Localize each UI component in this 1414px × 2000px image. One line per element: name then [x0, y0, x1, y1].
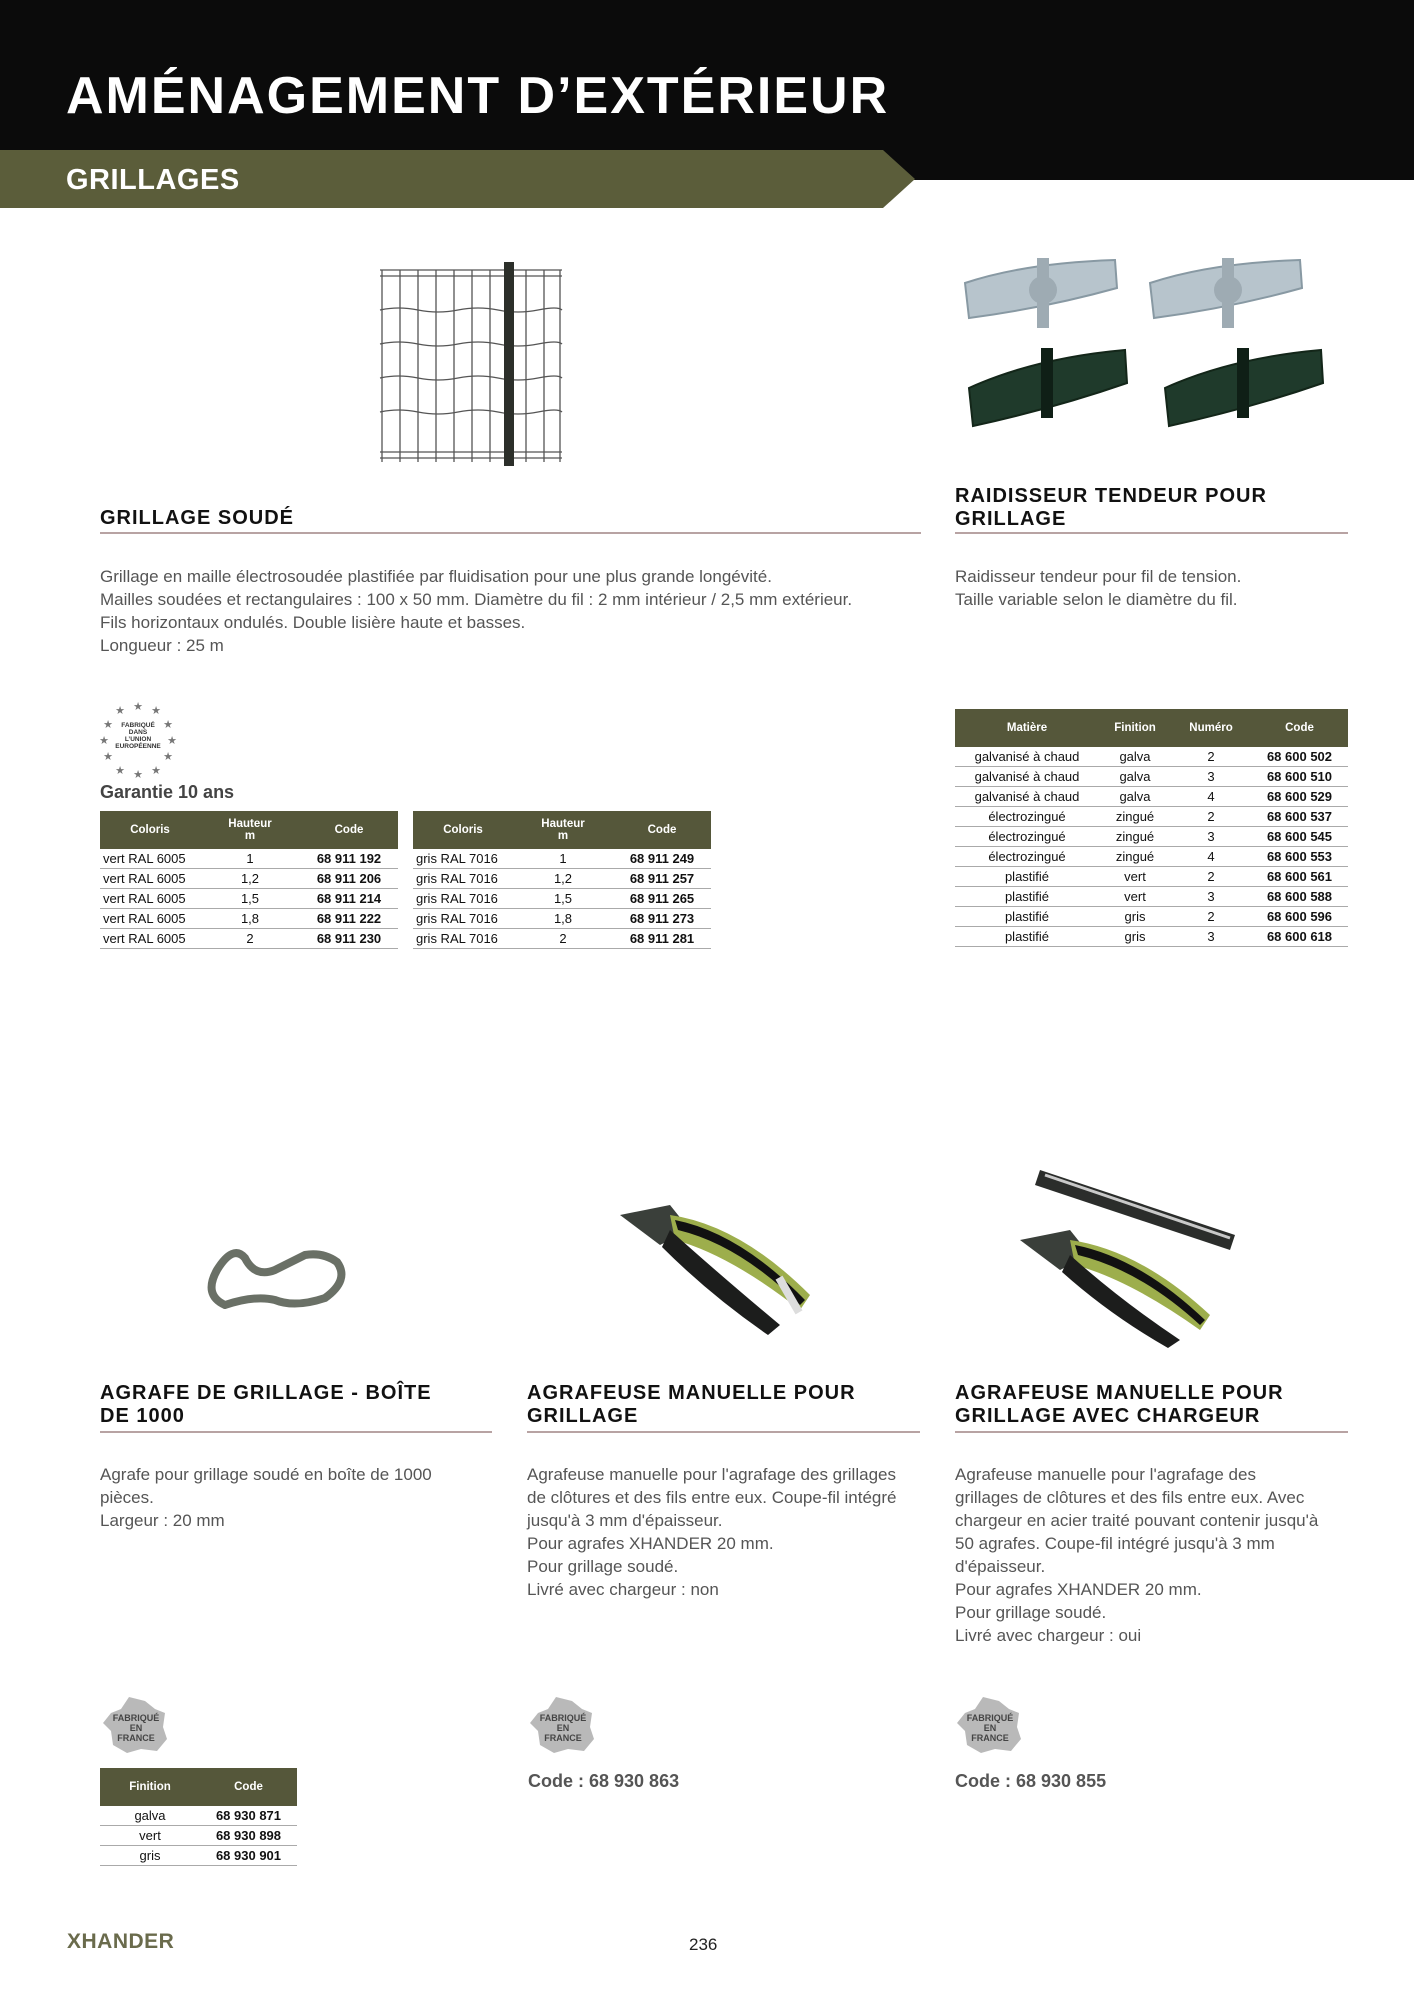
- table-row: galva 68 930 871: [100, 1806, 297, 1826]
- agrafeuse-image: [600, 1175, 840, 1345]
- col-finition: Finition: [1099, 709, 1171, 747]
- table-row: galvanisé à chaud galva 3 68 600 510: [955, 767, 1348, 787]
- grillage-image: [378, 262, 564, 466]
- svg-text:★: ★: [163, 750, 173, 763]
- table-row: vert RAL 6005 1 68 911 192: [100, 849, 398, 869]
- table-header-row: [100, 1768, 297, 1806]
- col-code: Code: [300, 811, 398, 849]
- table-row: vert 68 930 898: [100, 1826, 297, 1846]
- table-header-row: [955, 709, 1348, 747]
- col-code: Code: [1251, 709, 1348, 747]
- page-title: AMÉNAGEMENT D’EXTÉRIEUR: [66, 67, 890, 125]
- made-in-france-badge: FABRIQUÉ EN FRANCE: [955, 1695, 1025, 1755]
- made-in-france-badge: FABRIQUÉ EN FRANCE: [101, 1695, 171, 1755]
- table-row: vert RAL 6005 2 68 911 230: [100, 929, 398, 949]
- svg-text:★: ★: [163, 718, 173, 731]
- table-row: gris RAL 7016 1 68 911 249: [413, 849, 711, 869]
- grillage-gris-table: [413, 811, 711, 949]
- agrafe-title: AGRAFE DE GRILLAGE - BOÎTE DE 1000: [100, 1382, 432, 1427]
- agrafe-rule: [100, 1431, 492, 1433]
- guarantee-label: Garantie 10 ans: [100, 782, 235, 802]
- table-header-row: [100, 811, 398, 849]
- agrafeuse-chargeur-rule: [955, 1431, 1348, 1433]
- svg-text:★: ★: [133, 700, 143, 713]
- svg-text:★: ★: [133, 768, 143, 778]
- table-row: électrozingué zingué 4 68 600 553: [955, 847, 1348, 867]
- agrafeuse-chargeur-image: [1010, 1160, 1250, 1350]
- table-row: plastifié gris 2 68 600 596: [955, 907, 1348, 927]
- section-title: GRILLAGES: [66, 164, 240, 196]
- agrafeuse-chargeur-description: Agrafeuse manuelle pour l'agrafage des grillages de clôtures et des fils entre eux. Avec chargeur en acier traité pouvant contenir jusqu'à 50 agrafes. Coupe-fil intégré jusqu'à 3 mm d'épaisseur. Pour agrafes XHANDER 20 mm. Pour grillage soudé. Livré avec chargeur : oui: [955, 1465, 1319, 1645]
- raidisseur-table: [955, 709, 1348, 947]
- made-in-france-badge: FABRIQUÉ EN FRANCE: [528, 1695, 598, 1755]
- table-row: gris RAL 7016 2 68 911 281: [413, 929, 711, 949]
- raidisseur-title: RAIDISSEUR TENDEUR POUR GRILLAGE: [955, 485, 1267, 530]
- table-row: galvanisé à chaud galva 4 68 600 529: [955, 787, 1348, 807]
- svg-text:★: ★: [151, 764, 161, 777]
- svg-text:★: ★: [115, 764, 125, 777]
- table-row: plastifié gris 3 68 600 618: [955, 927, 1348, 947]
- raidisseur-rule: [955, 532, 1348, 534]
- col-coloris: Coloris: [100, 811, 200, 849]
- page-number: 236: [689, 1935, 718, 1954]
- col-hauteur: Hauteur m: [200, 811, 300, 849]
- eu-made-badge: ★ ★ ★ ★ ★ ★ ★ ★ ★ ★ ★ ★ FABRIQUÉ DANS L’UNION EUROPÉENNE: [98, 698, 178, 778]
- col-numero: Numéro: [1171, 709, 1251, 747]
- raidisseur-description: Raidisseur tendeur pour fil de tension. Taille variable selon le diamètre du fil.: [955, 567, 1242, 609]
- col-finition: Finition: [100, 1768, 200, 1806]
- svg-text:★: ★: [103, 718, 113, 731]
- table-row: vert RAL 6005 1,2 68 911 206: [100, 869, 398, 889]
- agrafe-table: [100, 1768, 297, 1866]
- table-row: électrozingué zingué 2 68 600 537: [955, 807, 1348, 827]
- grillage-title: GRILLAGE SOUDÉ: [100, 507, 295, 529]
- table-row: vert RAL 6005 1,5 68 911 214: [100, 889, 398, 909]
- table-row: vert RAL 6005 1,8 68 911 222: [100, 909, 398, 929]
- table-header-row: [413, 811, 711, 849]
- col-code: Code: [613, 811, 711, 849]
- table-row: galvanisé à chaud galva 2 68 600 502: [955, 747, 1348, 767]
- table-row: plastifié vert 3 68 600 588: [955, 887, 1348, 907]
- svg-text:★: ★: [115, 704, 125, 717]
- table-row: gris RAL 7016 1,5 68 911 265: [413, 889, 711, 909]
- grillage-rule: [100, 532, 921, 534]
- svg-text:★: ★: [103, 750, 113, 763]
- agrafeuse-code: Code : 68 930 863: [528, 1771, 680, 1791]
- table-row: gris RAL 7016 1,2 68 911 257: [413, 869, 711, 889]
- raidisseur-image: [955, 248, 1335, 468]
- agrafe-description: Agrafe pour grillage soudé en boîte de 1000 pièces. Largeur : 20 mm: [100, 1465, 432, 1530]
- table-row: électrozingué zingué 3 68 600 545: [955, 827, 1348, 847]
- agrafeuse-title: AGRAFEUSE MANUELLE POUR GRILLAGE: [527, 1382, 856, 1427]
- agrafeuse-rule: [527, 1431, 920, 1433]
- grillage-vert-table: [100, 811, 398, 949]
- agrafeuse-chargeur-title: AGRAFEUSE MANUELLE POUR GRILLAGE AVEC CHARGEUR: [955, 1382, 1284, 1427]
- agrafeuse-chargeur-code: Code : 68 930 855: [955, 1771, 1107, 1791]
- svg-text:★: ★: [151, 704, 161, 717]
- col-code: Code: [200, 1768, 297, 1806]
- grillage-description: Grillage en maille électrosoudée plastifiée par fluidisation pour une plus grande longévité. Mailles soudées et rectangulaires : 100 x 50 mm. Diamètre du fil : 2 mm intérieur / 2,5 mm extérieur. Fils horizontaux ondulés. Double lisière haute et basses. Longueur : 25 m: [100, 567, 853, 655]
- agrafe-image: [155, 1200, 395, 1340]
- col-hauteur: Hauteur m: [513, 811, 613, 849]
- brand-logo: XHANDER: [67, 1930, 175, 1953]
- agrafeuse-description: Agrafeuse manuelle pour l'agrafage des grillages de clôtures et des fils entre eux. Coupe-fil intégré jusqu'à 3 mm d'épaisseur. Pour agrafes XHANDER 20 mm. Pour grillage soudé. Livré avec chargeur : non: [527, 1465, 897, 1599]
- svg-text:★: ★: [99, 734, 109, 747]
- col-matiere: Matière: [955, 709, 1099, 747]
- table-row: gris 68 930 901: [100, 1846, 297, 1866]
- table-row: gris RAL 7016 1,8 68 911 273: [413, 909, 711, 929]
- col-coloris: Coloris: [413, 811, 513, 849]
- svg-text:★: ★: [167, 734, 177, 747]
- table-row: plastifié vert 2 68 600 561: [955, 867, 1348, 887]
